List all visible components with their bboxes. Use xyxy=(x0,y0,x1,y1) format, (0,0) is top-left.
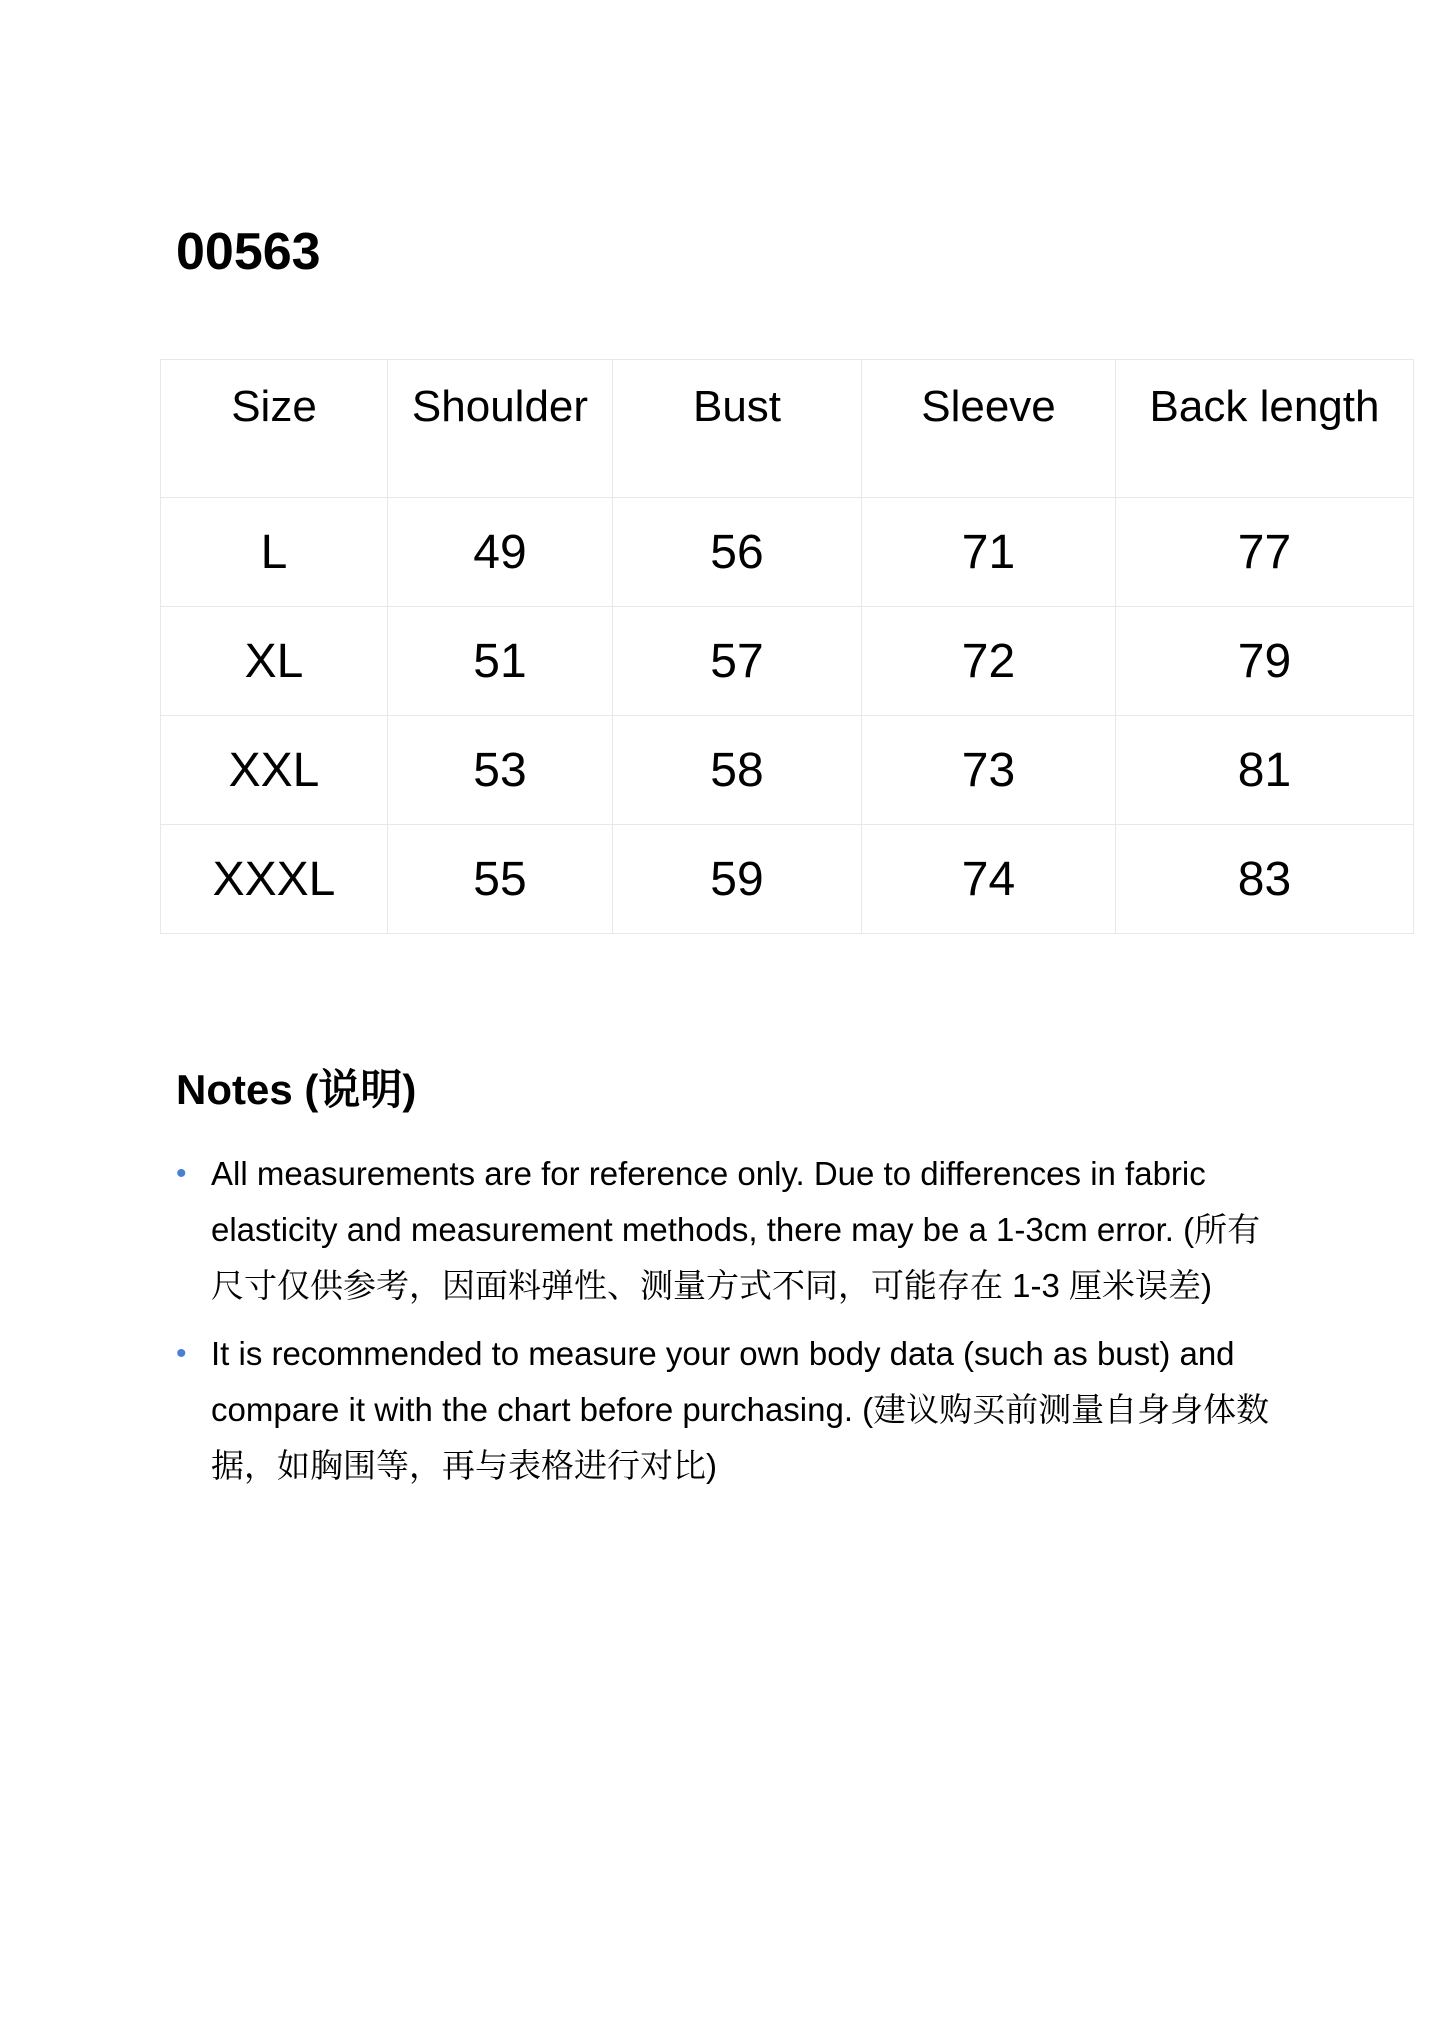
list-item xyxy=(176,1146,1286,1314)
cell-bust: 58 xyxy=(613,716,862,825)
cell-sleeve: 71 xyxy=(862,498,1116,607)
cell-size: XL xyxy=(161,607,388,716)
cell-size: XXL xyxy=(161,716,388,825)
bullet-dot-icon: • xyxy=(176,1337,187,1370)
cell-shoulder: 51 xyxy=(388,607,613,716)
cell-size: XXXL xyxy=(161,825,388,934)
notes-heading: Notes (说明) xyxy=(176,1066,417,1113)
list-item xyxy=(176,1326,1286,1494)
cell-bust: 56 xyxy=(613,498,862,607)
cell-sleeve: 73 xyxy=(862,716,1116,825)
bullet-dot-icon: • xyxy=(176,1157,187,1190)
notes-list xyxy=(176,1146,1286,1506)
header-sleeve: Sleeve xyxy=(862,360,1116,498)
cell-bust: 59 xyxy=(613,825,862,934)
cell-sleeve: 74 xyxy=(862,825,1116,934)
cell-back-length: 81 xyxy=(1116,716,1414,825)
cell-shoulder: 53 xyxy=(388,716,613,825)
cell-shoulder: 55 xyxy=(388,825,613,934)
cell-back-length: 79 xyxy=(1116,607,1414,716)
table-header-row xyxy=(161,360,1414,498)
cell-sleeve: 72 xyxy=(862,607,1116,716)
cell-shoulder: 49 xyxy=(388,498,613,607)
cell-back-length: 77 xyxy=(1116,498,1414,607)
note-text: It is recommended to measure your own body data (such as bust) and compare it with the chart before purchasing. (建议购买前测量自身身体数据，如胸围等，再与表格进行对比) xyxy=(211,1335,1270,1484)
header-back-length: Back length xyxy=(1116,360,1414,498)
cell-back-length: 83 xyxy=(1116,825,1414,934)
cell-bust: 57 xyxy=(613,607,862,716)
header-bust: Bust xyxy=(613,360,862,498)
table-row xyxy=(161,825,1414,934)
table-row xyxy=(161,716,1414,825)
header-size: Size xyxy=(161,360,388,498)
product-code-title: 00563 xyxy=(176,223,321,281)
cell-size: L xyxy=(161,498,388,607)
table-row xyxy=(161,498,1414,607)
size-chart-table xyxy=(160,359,1414,934)
table-row xyxy=(161,607,1414,716)
header-shoulder: Shoulder xyxy=(388,360,613,498)
note-text: All measurements are for reference only. Due to differences in fabric elasticity and measurement methods, there may be a 1-3cm error. (所有尺寸仅供参考，因面料弹性、测量方式不同，可能存在 1-3 厘米误差) xyxy=(211,1155,1261,1304)
